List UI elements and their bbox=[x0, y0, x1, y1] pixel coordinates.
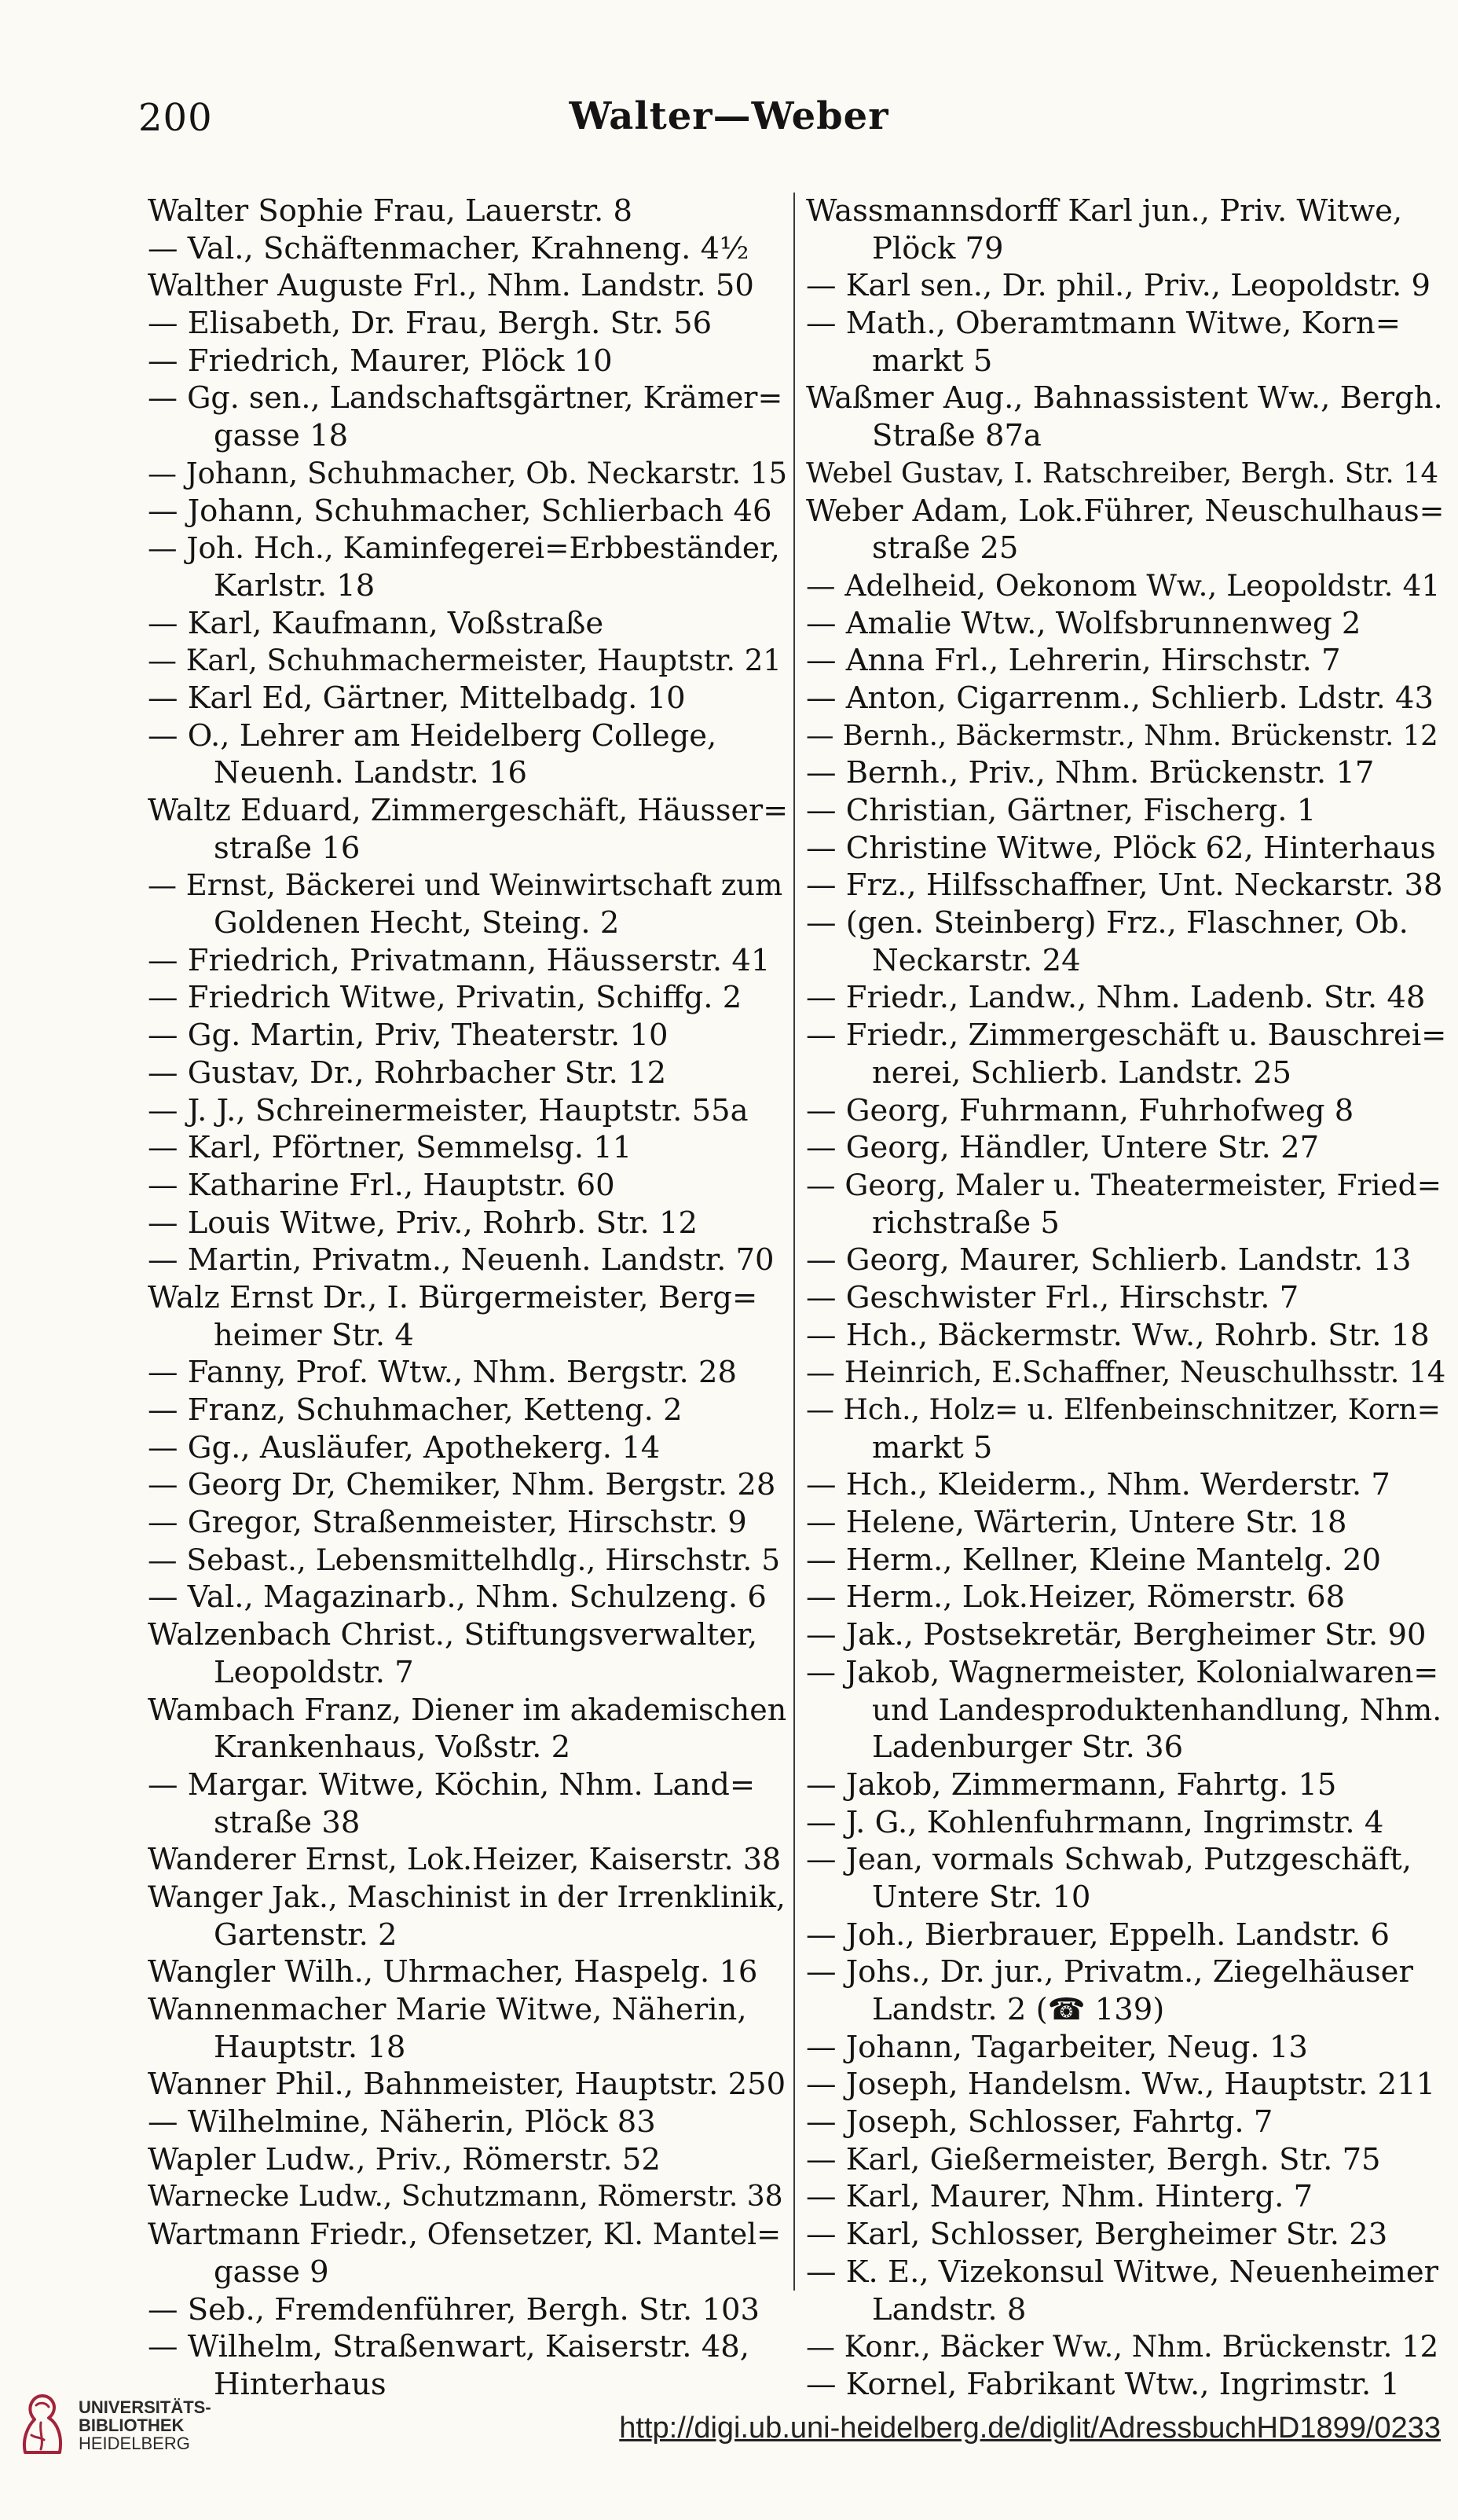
entry-line: Warnecke Ludw., Schutzmann, Römerstr. 38 bbox=[148, 2181, 783, 2214]
entry-line: Waßmer Aug., Bahnassistent Ww., Bergh. bbox=[806, 380, 1443, 416]
entry-line: — Franz, Schuhmacher, Ketteng. 2 bbox=[148, 1392, 683, 1428]
entry-continuation-line: Untere Str. 10 bbox=[872, 1879, 1091, 1915]
entry-line: — Gg. Martin, Priv, Theaterstr. 10 bbox=[148, 1018, 669, 1054]
entry-line: — Gg., Ausläufer, Apothekerg. 14 bbox=[148, 1429, 661, 1465]
entry-line: — Math., Oberamtmann Witwe, Korn= bbox=[806, 306, 1401, 342]
entry-line: — Karl, Maurer, Nhm. Hinterg. 7 bbox=[806, 2179, 1313, 2215]
entry-continuation-line: markt 5 bbox=[872, 343, 993, 379]
entry-line: — Kornel, Fabrikant Wtw., Ingrimstr. 1 bbox=[806, 2366, 1401, 2402]
entry-line: Webel Gustav, I. Ratschreiber, Bergh. Str. 14 bbox=[806, 457, 1439, 490]
entry-line: — Margar. Witwe, Köchin, Nhm. Land= bbox=[148, 1766, 756, 1803]
entry-line: — Hch., Holz= u. Elfenbeinschnitzer, Korn= bbox=[806, 1394, 1441, 1426]
entry-continuation-line: Leopoldstr. 7 bbox=[214, 1654, 414, 1690]
entry-line: Wartmann Friedr., Ofensetzer, Kl. Mantel= bbox=[148, 2217, 782, 2252]
entry-line: — Frz., Hilfsschaffner, Unt. Neckarstr. 38 bbox=[806, 868, 1443, 904]
entry-line: — Ernst, Bäckerei und Weinwirtschaft zum bbox=[148, 868, 783, 903]
entry-line: — Louis Witwe, Priv., Rohrb. Str. 12 bbox=[148, 1205, 698, 1241]
entry-line: Wanderer Ernst, Lok.Heizer, Kaiserstr. 38 bbox=[148, 1842, 782, 1877]
library-name-line: HEIDELBERG bbox=[79, 2434, 190, 2453]
entry-continuation-line: straße 25 bbox=[872, 530, 1019, 567]
entry-line: — Friedrich, Maurer, Plöck 10 bbox=[148, 343, 613, 379]
entry-line: — Friedrich Witwe, Privatin, Schiffg. 2 bbox=[148, 980, 742, 1016]
entry-line: — Karl, Schuhmachermeister, Hauptstr. 21 bbox=[148, 644, 782, 678]
entry-line: — Karl, Kaufmann, Voßstraße bbox=[148, 605, 604, 641]
entry-line: — Christine Witwe, Plöck 62, Hinterhaus bbox=[806, 830, 1436, 866]
entry-continuation-line: Hinterhaus bbox=[214, 2366, 386, 2402]
entry-line: — K. E., Vizekonsul Witwe, Neuenheimer bbox=[806, 2254, 1439, 2290]
entry-line: — Johs., Dr. jur., Privatm., Ziegelhäuser bbox=[806, 1954, 1413, 1990]
entry-continuation-line: richstraße 5 bbox=[872, 1205, 1060, 1241]
entry-line: — Georg, Maler u. Theatermeister, Fried= bbox=[806, 1167, 1442, 1202]
entry-continuation-line: und Landesproduktenhandlung, Nhm. bbox=[872, 1692, 1442, 1727]
entry-line: Wangler Wilh., Uhrmacher, Haspelg. 16 bbox=[148, 1954, 758, 1990]
entry-line: — Herm., Lok.Heizer, Römerstr. 68 bbox=[806, 1579, 1346, 1616]
entry-line: — Joseph, Handelsm. Ww., Hauptstr. 211 bbox=[806, 2067, 1436, 2103]
entry-continuation-line: Ladenburger Str. 36 bbox=[872, 1730, 1184, 1766]
entry-line: — Gregor, Straßenmeister, Hirschstr. 9 bbox=[148, 1505, 747, 1541]
library-seal-icon bbox=[17, 2391, 68, 2456]
entry-continuation-line: Plöck 79 bbox=[872, 230, 1004, 266]
entry-line: — Karl, Pförtner, Semmelsg. 11 bbox=[148, 1130, 632, 1166]
entry-line: Walz Ernst Dr., I. Bürgermeister, Berg= bbox=[148, 1279, 758, 1315]
entry-continuation-line: Goldenen Hecht, Steing. 2 bbox=[214, 905, 620, 941]
entry-line: — Hch., Kleiderm., Nhm. Werderstr. 7 bbox=[806, 1467, 1390, 1503]
entry-line: — (gen. Steinberg) Frz., Flaschner, Ob. bbox=[806, 905, 1409, 941]
column-divider bbox=[793, 193, 795, 2291]
entry-line: — Georg, Fuhrmann, Fuhrhofweg 8 bbox=[806, 1092, 1354, 1128]
entry-line: — Adelheid, Oekonom Ww., Leopoldstr. 41 bbox=[806, 567, 1441, 603]
entry-line: — Val., Magazinarb., Nhm. Schulzeng. 6 bbox=[148, 1579, 767, 1616]
entry-line: — Gg. sen., Landschaftsgärtner, Krämer= bbox=[148, 380, 783, 416]
seal-lion-icon bbox=[24, 2396, 60, 2452]
entry-line: — Amalie Wtw., Wolfsbrunnenweg 2 bbox=[806, 605, 1361, 641]
entry-line: — Fanny, Prof. Wtw., Nhm. Bergstr. 28 bbox=[148, 1355, 737, 1391]
entry-line: Waltz Eduard, Zimmergeschäft, Häusser= bbox=[148, 793, 788, 827]
library-name-line: BIBLIOTHEK bbox=[79, 2415, 185, 2435]
entry-line: — Georg, Maurer, Schlierb. Landstr. 13 bbox=[806, 1242, 1412, 1278]
entry-line: — J. G., Kohlenfuhrmann, Ingrimstr. 4 bbox=[806, 1804, 1384, 1840]
entry-continuation-line: straße 38 bbox=[214, 1804, 361, 1840]
entry-line: Wambach Franz, Diener im akademischen bbox=[148, 1692, 787, 1727]
entry-line: — Geschwister Frl., Hirschstr. 7 bbox=[806, 1279, 1299, 1315]
entry-line: — Karl Ed, Gärtner, Mittelbadg. 10 bbox=[148, 680, 686, 716]
source-url-link[interactable]: http://digi.ub.uni-heidelberg.de/diglit/AdressbuchHD1899/0233 bbox=[619, 2412, 1441, 2445]
entry-line: — Elisabeth, Dr. Frau, Bergh. Str. 56 bbox=[148, 306, 713, 342]
entry-line: Walzenbach Christ., Stiftungsverwalter, bbox=[148, 1617, 758, 1653]
entry-line: — Georg, Händler, Untere Str. 27 bbox=[806, 1130, 1320, 1166]
entry-continuation-line: nerei, Schlierb. Landstr. 25 bbox=[872, 1055, 1292, 1091]
entry-continuation-line: gasse 18 bbox=[214, 418, 349, 454]
entry-line: — Joseph, Schlosser, Fahrtg. 7 bbox=[806, 2104, 1273, 2140]
entry-line: — Val., Schäftenmacher, Krahneng. 4½ bbox=[148, 230, 749, 266]
entry-line: — Hch., Bäckermstr. Ww., Rohrb. Str. 18 bbox=[806, 1317, 1430, 1353]
entry-continuation-line: Straße 87a bbox=[872, 418, 1042, 454]
entry-line: — Johann, Tagarbeiter, Neug. 13 bbox=[806, 2029, 1308, 2065]
entry-line: Wanger Jak., Maschinist in der Irrenklinik, bbox=[148, 1879, 786, 1914]
entry-line: — Jakob, Zimmermann, Fahrtg. 15 bbox=[806, 1766, 1337, 1803]
entry-line: — O., Lehrer am Heidelberg College, bbox=[148, 717, 717, 754]
library-name-line: UNIVERSITÄTS- bbox=[79, 2397, 211, 2417]
entry-continuation-line: Neckarstr. 24 bbox=[872, 942, 1081, 978]
entry-line: — Karl, Schlosser, Bergheimer Str. 23 bbox=[806, 2217, 1388, 2253]
entry-line: Wannenmacher Marie Witwe, Näherin, bbox=[148, 1992, 747, 2027]
entry-line: — Katharine Frl., Hauptstr. 60 bbox=[148, 1167, 615, 1203]
entry-continuation-line: Neuenh. Landstr. 16 bbox=[214, 755, 527, 791]
entry-continuation-line: Gartenstr. 2 bbox=[214, 1917, 397, 1953]
entry-line: — Helene, Wärterin, Untere Str. 18 bbox=[806, 1505, 1347, 1541]
entry-line: — Anna Frl., Lehrerin, Hirschstr. 7 bbox=[806, 643, 1341, 679]
entry-line: — Jean, vormals Schwab, Putzgeschäft, bbox=[806, 1842, 1412, 1878]
entry-continuation-line: heimer Str. 4 bbox=[214, 1317, 414, 1353]
entry-line: — Heinrich, E.Schaffner, Neuschulhsstr. 14 bbox=[806, 1355, 1446, 1390]
entry-line: — Bernh., Bäckermstr., Nhm. Brückenstr. 12 bbox=[806, 719, 1438, 752]
page-number: 200 bbox=[138, 96, 213, 140]
entry-line: — Wilhelm, Straßenwart, Kaiserstr. 48, bbox=[148, 2329, 749, 2365]
entry-line: — Johann, Schuhmacher, Ob. Neckarstr. 15 bbox=[148, 456, 788, 490]
entry-line: — Jakob, Wagnermeister, Kolonialwaren= bbox=[806, 1654, 1439, 1689]
entry-line: — Konr., Bäcker Ww., Nhm. Brückenstr. 12 bbox=[806, 2330, 1439, 2364]
left-column bbox=[148, 193, 788, 2404]
entry-line: — Christian, Gärtner, Fischerg. 1 bbox=[806, 793, 1317, 828]
entry-line: — Joh., Bierbrauer, Eppelh. Landstr. 6 bbox=[806, 1917, 1390, 1953]
entry-line: Wassmannsdorff Karl jun., Priv. Witwe, bbox=[806, 193, 1403, 229]
entry-line: — Bernh., Priv., Nhm. Brückenstr. 17 bbox=[806, 755, 1375, 791]
entry-continuation-line: Karlstr. 18 bbox=[214, 567, 375, 603]
entry-line: — Martin, Privatm., Neuenh. Landstr. 70 bbox=[148, 1242, 775, 1278]
entry-line: — Karl, Gießermeister, Bergh. Str. 75 bbox=[806, 2141, 1381, 2177]
right-column bbox=[806, 193, 1446, 2404]
entry-line: Wanner Phil., Bahnmeister, Hauptstr. 250 bbox=[148, 2067, 786, 2103]
entry-line: — J. J., Schreinermeister, Hauptstr. 55a bbox=[148, 1092, 749, 1128]
entry-continuation-line: straße 16 bbox=[214, 830, 361, 866]
entry-continuation-line: Krankenhaus, Voßstr. 2 bbox=[214, 1730, 571, 1766]
entry-line: — Johann, Schuhmacher, Schlierbach 46 bbox=[148, 493, 772, 529]
entry-line: — Jak., Postsekretär, Bergheimer Str. 90 bbox=[806, 1617, 1427, 1653]
entry-line: — Friedr., Landw., Nhm. Ladenb. Str. 48 bbox=[806, 980, 1426, 1016]
entry-line: — Friedr., Zimmergeschäft u. Bauschrei= bbox=[806, 1018, 1446, 1054]
entry-continuation-line: Landstr. 8 bbox=[872, 2291, 1027, 2327]
entry-line: — Wilhelmine, Näherin, Plöck 83 bbox=[148, 2104, 656, 2140]
entry-line: — Anton, Cigarrenm., Schlierb. Ldstr. 43 bbox=[806, 680, 1434, 716]
entry-line: — Gustav, Dr., Rohrbacher Str. 12 bbox=[148, 1055, 667, 1091]
entry-line: — Joh. Hch., Kaminfegerei=Erbbeständer, bbox=[148, 530, 780, 566]
entry-line: Walter Sophie Frau, Lauerstr. 8 bbox=[148, 193, 632, 229]
entry-continuation-line: Landstr. 2 (☎ 139) bbox=[872, 1992, 1165, 2027]
entry-continuation-line: markt 5 bbox=[872, 1429, 993, 1465]
entry-line: — Seb., Fremdenführer, Bergh. Str. 103 bbox=[148, 2291, 760, 2327]
entry-line: — Karl sen., Dr. phil., Priv., Leopoldstr. 9 bbox=[806, 268, 1431, 304]
entry-line: Wapler Ludw., Priv., Römerstr. 52 bbox=[148, 2141, 661, 2177]
entry-line: — Friedrich, Privatmann, Häusserstr. 41 bbox=[148, 942, 771, 978]
entry-line: Walther Auguste Frl., Nhm. Landstr. 50 bbox=[148, 268, 754, 304]
entry-continuation-line: gasse 9 bbox=[214, 2254, 329, 2290]
entry-line: — Sebast., Lebensmittelhdlg., Hirschstr. 5 bbox=[148, 1542, 781, 1577]
entry-line: — Georg Dr, Chemiker, Nhm. Bergstr. 28 bbox=[148, 1467, 776, 1503]
library-name bbox=[79, 2398, 211, 2452]
entry-line: — Herm., Kellner, Kleine Mantelg. 20 bbox=[806, 1542, 1381, 1578]
entry-line: Weber Adam, Lok.Führer, Neuschulhaus= bbox=[806, 493, 1445, 528]
running-head: Walter—Weber bbox=[569, 94, 889, 138]
entry-continuation-line: Hauptstr. 18 bbox=[214, 2029, 406, 2065]
